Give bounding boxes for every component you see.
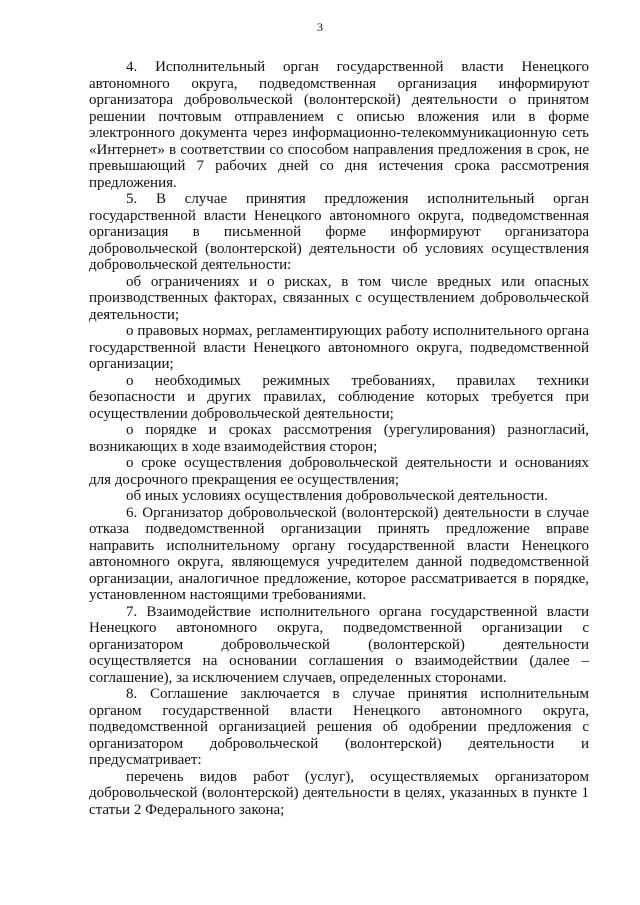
paragraph-item-7: 7. Взаимодействие исполнительного органа государственной власти Ненецкого автономного округа, подведомственной организации с организатором добровольческой (волонтерской) деятельности осуществляется на основании соглашения о взаимодействии (далее – соглашение), за исключением случаев, определенных сторонами. bbox=[89, 603, 589, 686]
list-item-legal-norms: о правовых нормах, регламентирующих работу исполнительного органа государственной власти Ненецкого автономного округа, подведомственной организации; bbox=[89, 323, 589, 372]
paragraph-item-4: 4. Исполнительный орган государственной власти Ненецкого автономного округа, подведомственная организация информируют организатора добровольческой (волонтерской) деятельности о принятом решении почтовым отправлением с описью вложения или в форме электронного документа через информационно-телекоммуникационную сеть «Интернет» в соответствии со способом направления предложения в срок, не превышающий 7 рабочих дней со дня истечения срока рассмотрения предложения. bbox=[89, 59, 589, 191]
list-item-risks: об ограничениях и о рисках, в том числе вредных или опасных производственных факторах, связанных с осуществлением добровольческой деятельности; bbox=[89, 273, 589, 323]
document-body bbox=[89, 59, 589, 818]
list-item-work-types: перечень видов работ (услуг), осуществляемых организатором добровольческой (волонтерской) деятельности в целях, указанных в пункте 1 статьи 2 Федерального закона; bbox=[89, 768, 589, 818]
page-number: 3 bbox=[317, 20, 323, 34]
list-item-disputes: о порядке и сроках рассмотрения (урегулирования) разногласий, возникающих в ходе взаимодействия сторон; bbox=[89, 422, 589, 455]
paragraph-item-5: 5. В случае принятия предложения исполнительный орган государственной власти Ненецкого автономного округа, подведомственная организация в письменной форме информируют организатора добровольческой (волонтерской) деятельности об условиях осуществления добровольческой деятельности: bbox=[89, 191, 589, 273]
list-item-safety-rules: о необходимых режимных требованиях, правилах техники безопасности и других правилах, соблюдение которых требуется при осуществлении добровольческой деятельности; bbox=[89, 372, 589, 422]
list-item-term: о сроке осуществления добровольческой деятельности и основаниях для досрочного прекращения ее осуществления; bbox=[89, 455, 589, 488]
paragraph-item-6: 6. Организатор добровольческой (волонтерской) деятельности в случае отказа подведомственной организации принять предложение вправе направить исполнительному органу государственной власти Ненецкого автономного округа, являющемуся учредителем данной подведомственной организации, аналогичное предложение, которое рассматривается в порядке, установленном настоящими требованиями. bbox=[89, 504, 589, 603]
paragraph-item-8: 8. Соглашение заключается в случае принятия исполнительным органом государственной власти Ненецкого автономного округа, подведомственной организацией решения об одобрении предложения с организатором добровольческой (волонтерской) деятельности и предусматривает: bbox=[89, 686, 589, 768]
list-item-other-conditions: об иных условиях осуществления добровольческой деятельности. bbox=[126, 488, 548, 504]
